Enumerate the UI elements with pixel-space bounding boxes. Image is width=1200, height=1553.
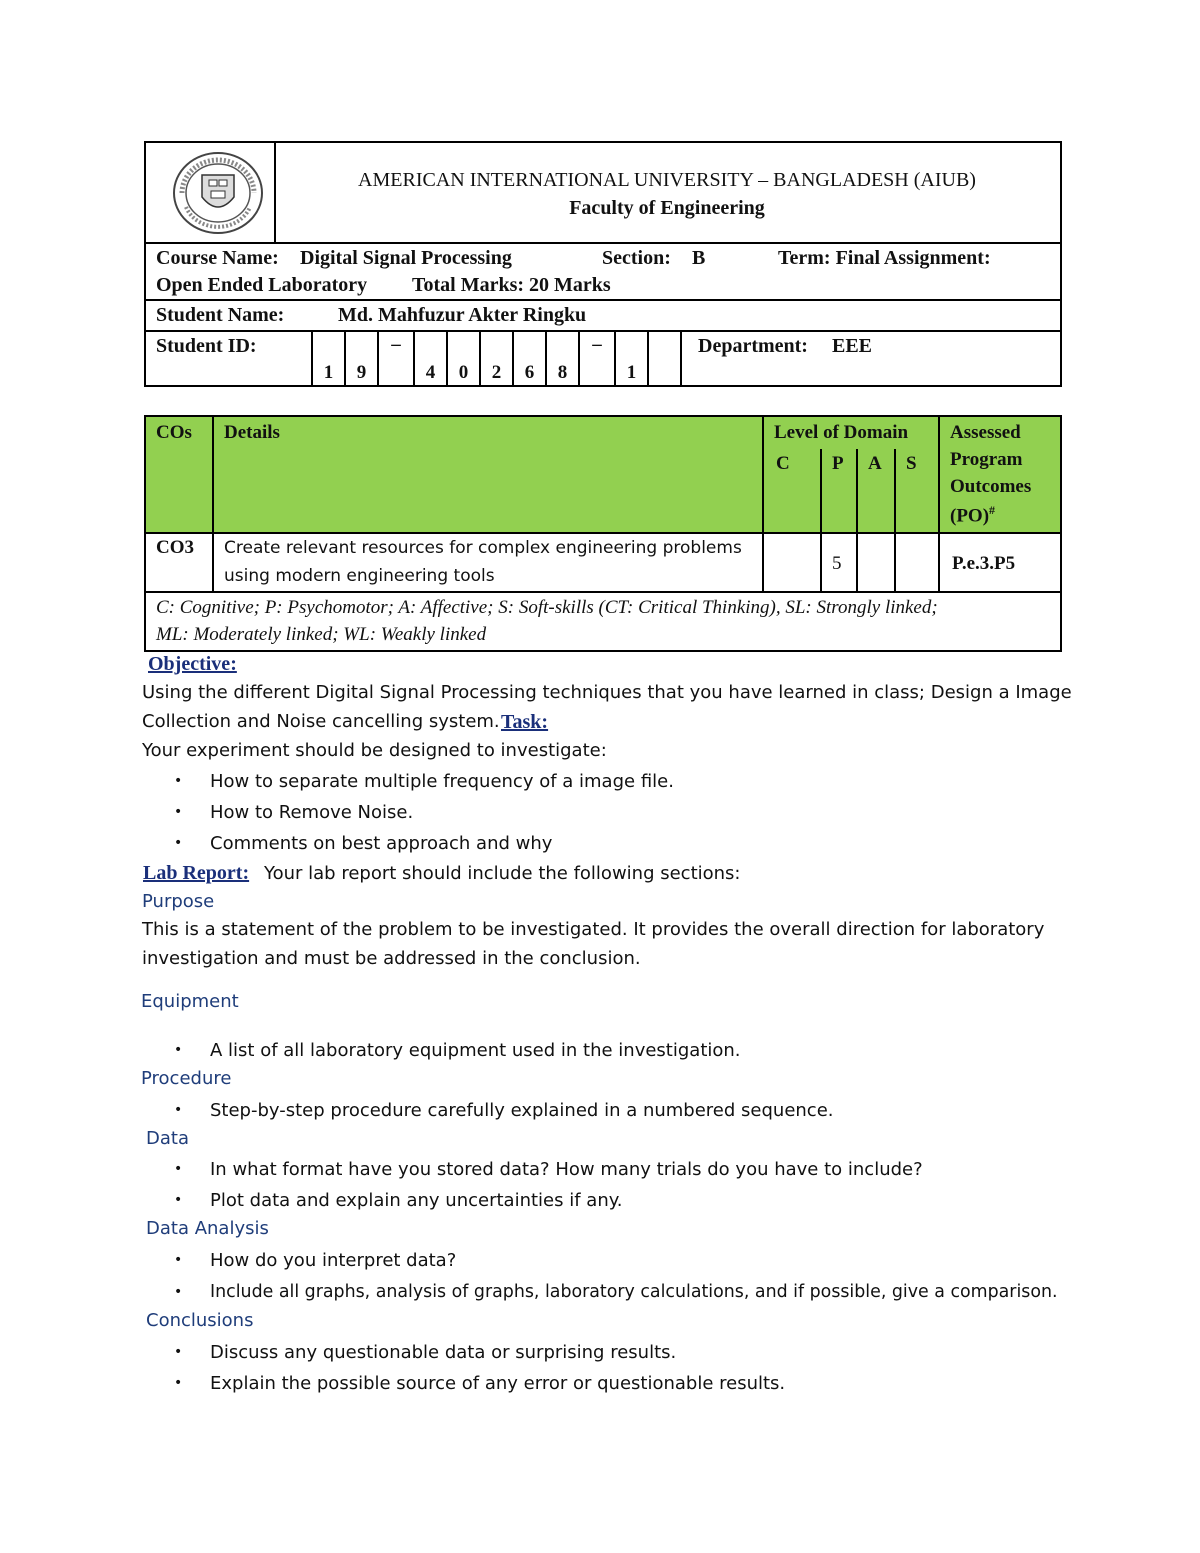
legend-line1: C: Cognitive; P: Psychomotor; A: Affective; S: Soft-skills (CT: Critical Thinking), SL: Strongly linked;: [156, 597, 938, 618]
header-assessed: Assessed: [950, 422, 1021, 443]
section-label: Section:: [602, 247, 671, 269]
column-divider: [212, 417, 214, 593]
task-intro: Your experiment should be designed to investigate:: [142, 740, 607, 761]
analysis-item: How do you interpret data?: [210, 1250, 457, 1271]
row-co: CO3: [156, 537, 194, 558]
student-name-label: Student Name:: [156, 304, 285, 326]
objective-line2: Collection and Noise cancelling system.: [142, 711, 500, 732]
bullet: •: [174, 1284, 183, 1300]
data-item: Plot data and explain any uncertainties if any.: [210, 1190, 623, 1211]
student-id-label: Student ID:: [156, 335, 257, 357]
student-id-box: –: [377, 332, 413, 385]
header-po: (PO)#: [950, 503, 996, 527]
header-program: Program: [950, 449, 1023, 470]
bullet: •: [174, 773, 183, 789]
conclusions-item: Discuss any questionable data or surprising results.: [210, 1342, 677, 1363]
row-po: P.e.3.P5: [952, 553, 1016, 574]
task-item: How to Remove Noise.: [210, 802, 414, 823]
student-id-box: 8: [545, 332, 578, 385]
objective-line1: Using the different Digital Signal Processing techniques that you have learned in class; Design a Image: [142, 682, 1072, 703]
student-id-box: 9: [344, 332, 377, 385]
bullet: •: [174, 1192, 183, 1208]
analysis-item: Include all graphs, analysis of graphs, laboratory calculations, and if possible, give a comparison.: [210, 1282, 1058, 1302]
data-heading: Data: [146, 1128, 189, 1149]
row-details-line1: Create relevant resources for complex engineering problems: [224, 538, 742, 558]
task-item: Comments on best approach and why: [210, 833, 553, 854]
logo-cell: [146, 143, 276, 243]
procedure-heading: Procedure: [141, 1068, 232, 1089]
student-id-box: [647, 332, 680, 385]
header-level-of-domain: Level of Domain: [774, 422, 909, 443]
column-divider: [820, 449, 822, 593]
co-table-header: [146, 417, 1060, 532]
lab-report-heading: Lab Report:: [143, 862, 250, 884]
term-label: Term: Final Assignment:: [778, 247, 991, 269]
co-table: [144, 415, 1062, 652]
university-name: AMERICAN INTERNATIONAL UNIVERSITY – BANGLADESH (AIUB): [358, 169, 976, 191]
bullet: •: [174, 804, 183, 820]
section-value: B: [692, 247, 706, 269]
divider: [146, 242, 1060, 244]
bullet: •: [174, 1252, 183, 1268]
student-id-box: 0: [446, 332, 479, 385]
purpose-heading: Purpose: [142, 891, 215, 912]
purpose-line2: investigation and must be addressed in the conclusion.: [142, 948, 641, 969]
bullet: •: [174, 1102, 183, 1118]
column-divider: [856, 449, 858, 593]
divider: [146, 299, 1060, 301]
header-details: Details: [224, 422, 280, 443]
procedure-item: Step-by-step procedure carefully explained in a numbered sequence.: [210, 1100, 834, 1121]
conclusions-heading: Conclusions: [146, 1310, 254, 1331]
header-s: S: [906, 453, 917, 474]
header-box: [144, 141, 1062, 387]
row-details-line2: using modern engineering tools: [224, 566, 495, 586]
bullet: •: [174, 1042, 183, 1058]
legend-line2: ML: Moderately linked; WL: Weakly linked: [156, 624, 487, 645]
header-cos: COs: [156, 422, 192, 443]
header-p: P: [832, 453, 844, 474]
divider: [146, 532, 1060, 534]
task-item: How to separate multiple frequency of a image file.: [210, 771, 674, 792]
student-name: Md. Mahfuzur Akter Ringku: [338, 304, 587, 326]
objective-heading: Objective:: [148, 653, 237, 675]
row-p: 5: [832, 553, 842, 574]
lab-type: Open Ended Laboratory: [156, 274, 368, 296]
equipment-heading: Equipment: [141, 991, 239, 1012]
course-name-label: Course Name:: [156, 247, 279, 269]
bullet: •: [174, 835, 183, 851]
course-name: Digital Signal Processing: [300, 247, 512, 269]
purpose-line1: This is a statement of the problem to be investigated. It provides the overall direction for laboratory: [142, 919, 1045, 940]
equipment-item: A list of all laboratory equipment used in the investigation.: [210, 1040, 741, 1061]
header-a: A: [868, 453, 882, 474]
column-divider: [938, 417, 940, 593]
department-value: EEE: [832, 335, 873, 357]
lab-report-intro: Your lab report should include the following sections:: [264, 863, 741, 884]
column-divider: [762, 417, 764, 593]
student-id-box: 6: [512, 332, 545, 385]
divider: [146, 591, 1060, 593]
department-label: Department:: [698, 335, 808, 357]
student-id-box: 4: [413, 332, 446, 385]
data-analysis-heading: Data Analysis: [146, 1218, 269, 1239]
university-seal-icon: [172, 151, 264, 235]
conclusions-item: Explain the possible source of any error or questionable results.: [210, 1373, 786, 1394]
total-marks: Total Marks: 20 Marks: [412, 274, 611, 296]
student-id-box: 1: [311, 332, 344, 385]
student-id-box: 2: [479, 332, 512, 385]
header-outcomes: Outcomes: [950, 476, 1032, 497]
student-id-box: 1: [614, 332, 647, 385]
bullet: •: [174, 1375, 183, 1391]
bullet: •: [174, 1344, 183, 1360]
task-heading: Task:: [501, 711, 549, 733]
student-id-box: –: [578, 332, 614, 385]
data-item: In what format have you stored data? How many trials do you have to include?: [210, 1159, 923, 1180]
bullet: •: [174, 1161, 183, 1177]
column-divider: [894, 449, 896, 593]
faculty-name: Faculty of Engineering: [569, 197, 765, 219]
header-c: C: [776, 453, 790, 474]
